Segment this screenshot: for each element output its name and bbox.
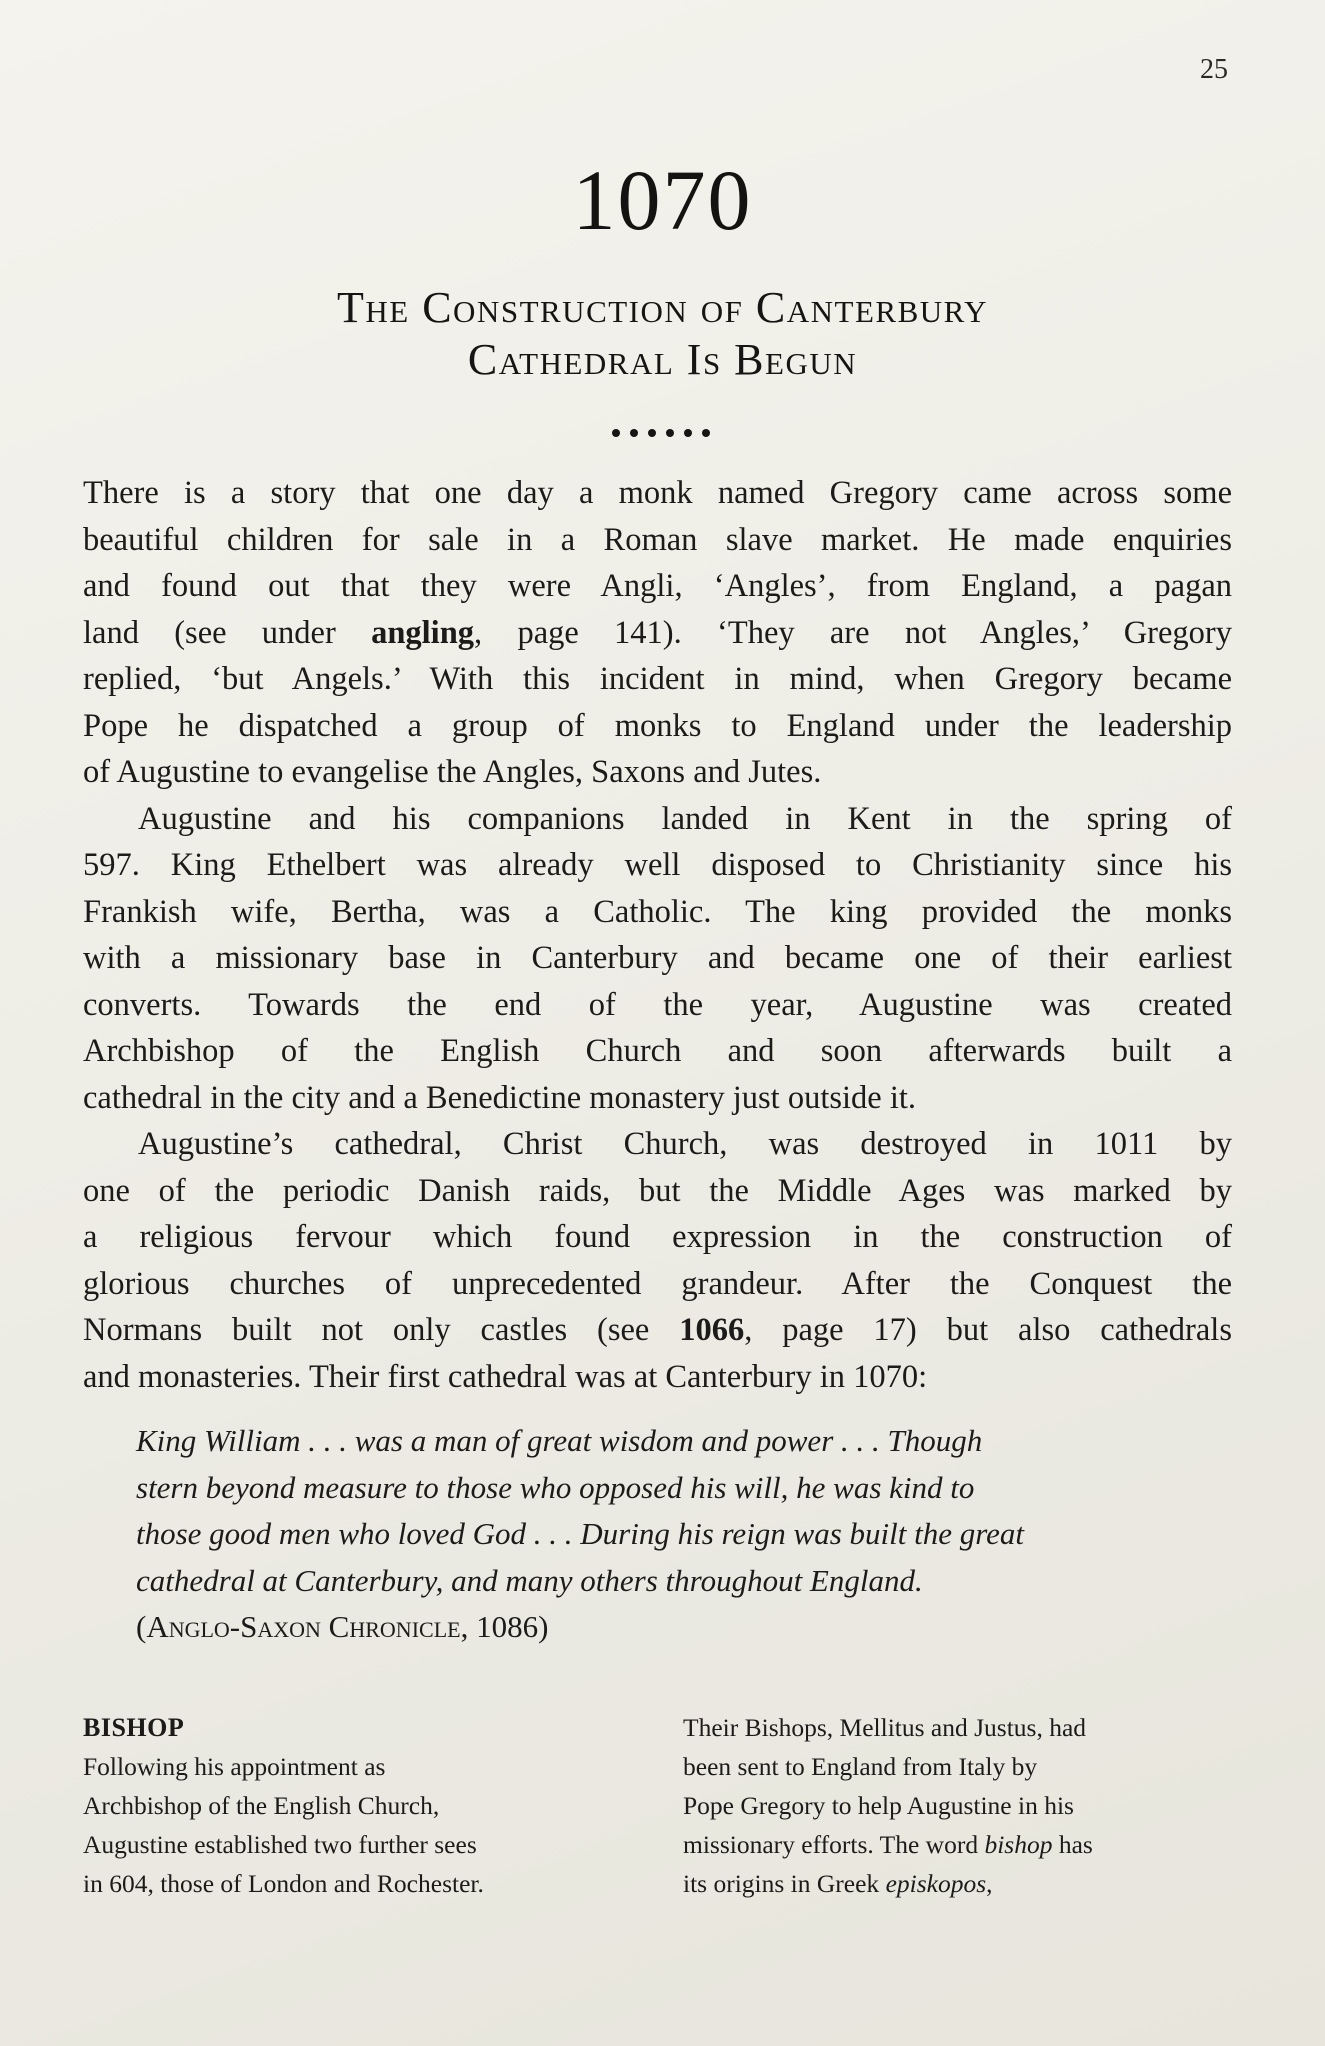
sidebar-line: Their Bishops, Mellitus and Justus, had xyxy=(683,1713,1087,1742)
paragraph-1 xyxy=(83,470,1232,796)
quote-line: those good men who loved God . . . During his reign was built the great xyxy=(136,1516,1025,1551)
quote-line: stern beyond measure to those who opposed his will, he was kind to xyxy=(136,1469,975,1505)
text-run: , xyxy=(986,1869,993,1898)
text-line xyxy=(83,1307,1232,1354)
cross-reference-1066: 1066 xyxy=(679,1312,745,1348)
text-line: There is a story that one day a monk named Gregory came across some xyxy=(83,475,1232,511)
text-line: Archbishop of the English Church and soon afterwards built a xyxy=(83,1033,1232,1069)
quote-line: King William . . . was a man of great wisdom and power . . . Though xyxy=(136,1423,983,1458)
sidebar-line: been sent to England from Italy by xyxy=(683,1752,1038,1781)
term-episkopos: episkopos xyxy=(885,1869,987,1898)
text-line: and found out that they were Angli, ‘Angles’, from England, a pagan xyxy=(83,568,1232,604)
text-line: glorious churches of unprecedented grandeur. After the Conquest the xyxy=(83,1265,1232,1302)
quote-line: cathedral at Canterbury, and many others throughout England. xyxy=(136,1562,923,1598)
text-line: and monasteries. Their first cathedral was at Canterbury in 1070: xyxy=(83,1358,928,1395)
text-line: cathedral in the city and a Benedictine monastery just outside it. xyxy=(83,1079,917,1116)
text-line: beautiful children for sale in a Roman slave market. He made enquiries xyxy=(83,521,1232,558)
text-line: a religious fervour which found expression in the construction of xyxy=(83,1219,1232,1255)
text-line xyxy=(83,610,1232,657)
text-line: one of the periodic Danish raids, but the Middle Ages was marked by xyxy=(83,1172,1232,1209)
text-run: Normans built not only castles (see xyxy=(83,1312,680,1348)
sidebar-line: Pope Gregory to help Augustine in his xyxy=(683,1791,1074,1820)
dot-icon xyxy=(648,429,656,437)
text-run: , page 141). ‘They are not Angles,’ Gregory xyxy=(474,614,1232,651)
text-line: replied, ‘but Angels.’ With this incident in mind, when Gregory became xyxy=(83,661,1232,697)
chapter-year-text: 1070 xyxy=(572,152,753,248)
dot-icon xyxy=(666,429,674,437)
sidebar-bishop-left-column xyxy=(83,1708,643,1903)
sidebar-line: Following his appointment as xyxy=(83,1752,386,1781)
text-run: land (see under xyxy=(83,614,372,651)
quote-source: (Anglo-Saxon Chronicle, 1086) xyxy=(136,1609,549,1644)
cross-reference-angling: angling xyxy=(371,614,475,651)
text-line: Pope he dispatched a group of monks to England under the leadership xyxy=(83,707,1232,744)
text-line: Frankish wife, Bertha, was a Catholic. The king provided the monks xyxy=(83,893,1232,930)
chapter-title-line-2: Cathedral Is Begun xyxy=(467,335,858,384)
sidebar-line xyxy=(683,1825,1243,1864)
chapter-title-line-1: The Construction of Canterbury xyxy=(337,283,988,332)
text-line: of Augustine to evangelise the Angles, Saxons and Jutes. xyxy=(83,754,822,790)
paragraph-2 xyxy=(83,796,1232,1122)
sidebar-line: Archbishop of the English Church, xyxy=(83,1791,440,1820)
ornament-dots-divider xyxy=(612,429,710,437)
text-run: , page 17) but also cathedrals xyxy=(744,1312,1232,1348)
sidebar-line: Augustine established two further sees xyxy=(83,1830,477,1859)
paragraph-3 xyxy=(83,1121,1232,1400)
dot-icon xyxy=(684,429,692,437)
page-number: 25 xyxy=(1200,54,1228,85)
dot-icon xyxy=(702,429,710,437)
sidebar-line xyxy=(683,1864,1243,1903)
text-line: Augustine’s cathedral, Christ Church, was destroyed in 1011 by xyxy=(138,1126,1232,1162)
text-run: its origins in Greek xyxy=(683,1869,886,1898)
sidebar-heading: BISHOP xyxy=(83,1713,185,1742)
term-bishop: bishop xyxy=(984,1830,1053,1859)
chapter-year xyxy=(0,150,1325,250)
chapter-title xyxy=(0,282,1325,386)
dot-icon xyxy=(612,429,620,437)
sidebar-line: in 604, those of London and Rochester. xyxy=(83,1869,484,1898)
text-run: has xyxy=(1052,1830,1093,1859)
block-quote xyxy=(136,1418,1236,1651)
dot-icon xyxy=(630,429,638,437)
text-line: with a missionary base in Canterbury and became one of their earliest xyxy=(83,940,1232,976)
text-line: 597. King Ethelbert was already well disposed to Christianity since his xyxy=(83,847,1232,883)
text-run: missionary efforts. The word xyxy=(683,1830,985,1859)
sidebar-bishop-right-column xyxy=(683,1708,1243,1903)
text-line: converts. Towards the end of the year, Augustine was created xyxy=(83,986,1232,1023)
text-line: Augustine and his companions landed in Kent in the spring of xyxy=(138,800,1232,837)
